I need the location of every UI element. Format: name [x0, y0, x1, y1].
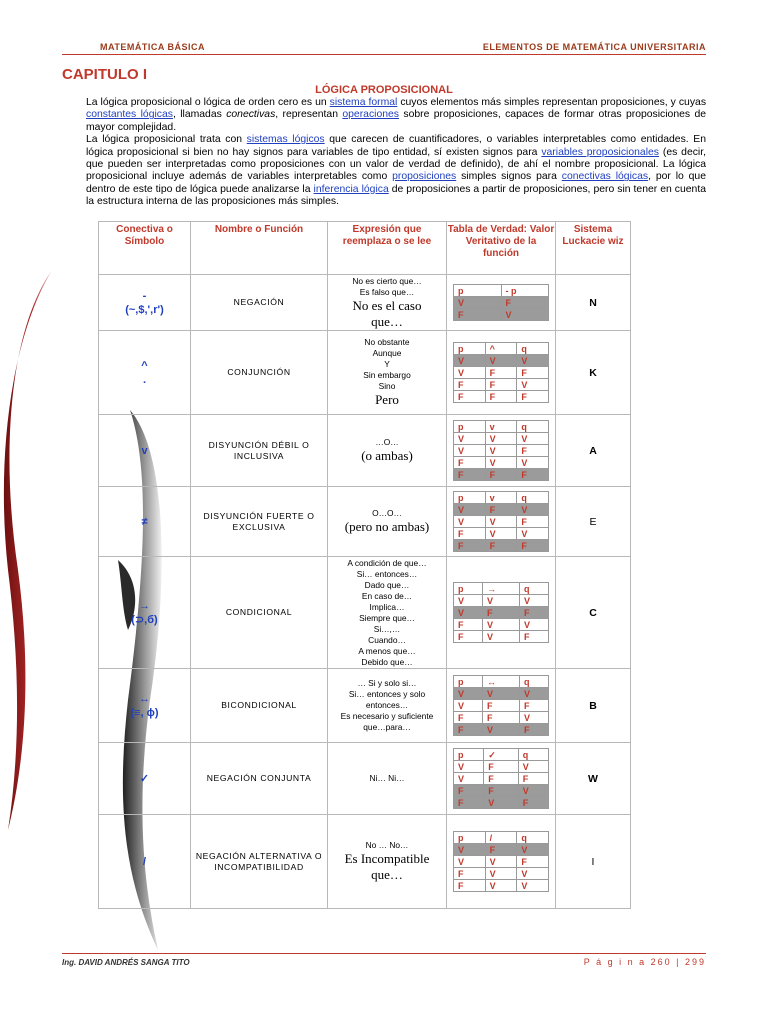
truth-table-row: [454, 469, 549, 481]
truth-table-cell: [447, 669, 556, 743]
truth-value: V: [519, 619, 548, 631]
table-row: [99, 669, 631, 743]
truth-value: q: [519, 583, 548, 595]
truth-value: F: [485, 540, 517, 552]
truth-value: V: [518, 785, 548, 797]
connective-expression: [328, 275, 447, 331]
symbol-text: (~,$,',r'): [125, 303, 164, 316]
truth-value: F: [517, 391, 549, 403]
truth-value: F: [517, 856, 549, 868]
truth-value: V: [454, 607, 483, 619]
connective-symbol: [99, 487, 191, 557]
truth-table-cell: [447, 557, 556, 669]
symbol-text: ✓: [139, 772, 150, 785]
lukasiewicz-letter: C: [556, 557, 631, 669]
truth-table-cell: [447, 487, 556, 557]
truth-value: F: [454, 797, 484, 809]
truth-value: V: [483, 595, 520, 607]
truth-value: q: [518, 749, 548, 761]
expression-line: A menos que…: [358, 645, 416, 656]
expression-line-large: Es Incompatible: [344, 851, 430, 866]
symbol-text: v: [141, 444, 148, 457]
truth-table: [453, 748, 549, 809]
connective-name: CONDICIONAL: [191, 557, 328, 669]
truth-value: V: [518, 761, 548, 773]
truth-table-row: [454, 700, 549, 712]
table-row: [99, 415, 631, 487]
truth-value: F: [485, 379, 517, 391]
truth-value: V: [519, 595, 548, 607]
expression-line: Si… entonces…: [356, 568, 418, 579]
truth-value: V: [454, 595, 483, 607]
connective-name: DISYUNCIÓN FUERTE O EXCLUSIVA: [191, 487, 328, 557]
truth-table: [453, 582, 549, 643]
truth-table-row: [454, 391, 549, 403]
truth-value: p: [454, 421, 486, 433]
header-truth-table: Tabla de Verdad: Valor Veritativo de la función: [447, 222, 556, 275]
expression-line-large: (pero no ambas): [344, 519, 430, 534]
link-operaciones[interactable]: operaciones: [342, 109, 399, 121]
link-inferencia-logica[interactable]: inferencia lógica: [313, 183, 389, 195]
footer-page-number: P á g i n a 260 | 299: [583, 957, 706, 967]
truth-value: V: [454, 433, 486, 445]
paragraph-2: La lógica proposicional trata con sistemas lógicos que carecen de cuantificadores, o variables interpretables como entidades. En lógica proposicional si bien no hay signos para variables de tipo entidad, sí existen signos para variables proposicionales (es decir, que pueden ser interpretadas como proposiciones con un valor de verdad de definido), de ahí el nombre proposicional. La lógica proposicional incluye además de variables interpretables como proposiciones simples signos para conectivas lógicas, por lo que dentro de este tipo de lógica puede analizarse la inferencia lógica de proposiciones a partir de proposiciones, pero sin tener en cuenta la estructura interna de las proposiciones más simples.: [86, 134, 707, 208]
header-right: ELEMENTOS DE MATEMÁTICA UNIVERSITARIA: [482, 42, 706, 52]
truth-value: p: [454, 583, 483, 595]
truth-value: q: [517, 421, 549, 433]
expression-line-large: Pero: [375, 392, 399, 407]
expression-line: Implica…: [369, 601, 405, 612]
header-expression: Expresión que reemplaza o se lee: [328, 222, 447, 275]
truth-value: p: [454, 285, 502, 297]
truth-table-row: [454, 355, 549, 367]
table-row: [99, 331, 631, 415]
expression-line: Aunque: [372, 348, 402, 358]
truth-table-row: [454, 309, 549, 321]
truth-value: F: [454, 528, 486, 540]
truth-table-row: [454, 595, 549, 607]
truth-table-cell: [447, 743, 556, 815]
connective-symbol: [99, 275, 191, 331]
lukasiewicz-letter: K: [556, 331, 631, 415]
truth-table-cell: [447, 415, 556, 487]
connective-name: NEGACIÓN CONJUNTA: [191, 743, 328, 815]
truth-table-row: [454, 583, 549, 595]
truth-value: ^: [485, 343, 517, 355]
expression-line: Sino: [378, 381, 396, 391]
truth-value: q: [517, 832, 549, 844]
truth-value: V: [454, 688, 483, 700]
truth-table-row: [454, 607, 549, 619]
truth-value: V: [517, 433, 549, 445]
truth-table-row: [454, 880, 549, 892]
truth-value: F: [485, 844, 517, 856]
truth-table-cell: [447, 815, 556, 909]
symbol-text: ↔: [139, 692, 150, 705]
truth-table-cell: [447, 275, 556, 331]
truth-value: F: [454, 712, 483, 724]
paragraph-1: La lógica proposicional o lógica de orden cero es un sistema formal cuyos elementos más simples representan proposiciones, y cuyas constantes lógicas, llamadas conectivas, representan operaciones sobre proposiciones, capaces de formar otras proposiciones de mayor complejidad.: [86, 97, 707, 133]
header-name: Nombre o Función: [191, 222, 328, 275]
truth-table-row: [454, 367, 549, 379]
truth-value: F: [484, 785, 518, 797]
truth-table-row: [454, 433, 549, 445]
expression-line: Dado que…: [364, 579, 410, 590]
truth-value: V: [484, 797, 518, 809]
lukasiewicz-letter: E: [556, 487, 631, 557]
truth-table-row: [454, 856, 549, 868]
truth-value: q: [519, 676, 548, 688]
truth-value: V: [483, 631, 520, 643]
table-row: [99, 743, 631, 815]
truth-value: ✓: [484, 749, 518, 761]
truth-value: F: [519, 607, 548, 619]
truth-table-row: [454, 528, 549, 540]
truth-table: [453, 420, 549, 481]
truth-value: V: [485, 868, 517, 880]
truth-value: F: [519, 700, 548, 712]
link-constantes-logicas[interactable]: constantes lógicas: [86, 109, 173, 121]
truth-value: v: [485, 492, 517, 504]
header-left: MATEMÁTICA BÁSICA: [100, 42, 205, 52]
truth-value: V: [501, 309, 549, 321]
truth-value: V: [517, 868, 549, 880]
symbol-text: -: [142, 289, 147, 302]
truth-value: F: [454, 619, 483, 631]
symbol-text: (≡, ϕ): [130, 706, 159, 719]
truth-value: q: [517, 492, 549, 504]
truth-value: F: [483, 700, 520, 712]
truth-value: F: [454, 379, 486, 391]
expression-line-large: que…: [371, 867, 403, 882]
truth-value: V: [519, 712, 548, 724]
truth-value: V: [454, 504, 486, 516]
truth-value: F: [454, 309, 502, 321]
truth-value: V: [485, 355, 517, 367]
truth-table-row: [454, 773, 549, 785]
truth-value: F: [501, 297, 549, 309]
truth-value: V: [454, 355, 486, 367]
expression-line: Es falso que…: [359, 286, 415, 297]
truth-value: p: [454, 676, 483, 688]
truth-value: V: [454, 700, 483, 712]
truth-value: V: [517, 844, 549, 856]
truth-value: F: [518, 773, 548, 785]
section-title: LÓGICA PROPOSICIONAL: [315, 84, 453, 96]
truth-table-row: [454, 761, 549, 773]
expression-line: …O…: [375, 437, 399, 447]
truth-value: V: [485, 516, 517, 528]
chapter-title: CAPITULO I: [62, 66, 147, 83]
truth-table-row: [454, 688, 549, 700]
truth-table-row: [454, 421, 549, 433]
symbol-text: .: [142, 373, 147, 386]
truth-table-row: [454, 540, 549, 552]
expression-line-large: No es el caso: [352, 297, 422, 313]
truth-value: p: [454, 343, 486, 355]
connective-symbol: [99, 815, 191, 909]
truth-value: F: [454, 724, 483, 736]
truth-value: F: [484, 773, 518, 785]
lukasiewicz-letter: W: [556, 743, 631, 815]
truth-value: F: [485, 504, 517, 516]
lukasiewicz-letter: A: [556, 415, 631, 487]
truth-table-row: [454, 676, 549, 688]
truth-value: F: [454, 391, 486, 403]
footer-author: Ing. DAVID ANDRÉS SANGA TITO: [62, 958, 190, 967]
truth-table: [453, 675, 549, 736]
link-variables-proposicionales[interactable]: variables proposicionales: [541, 146, 659, 158]
connectives-table: [98, 221, 631, 909]
truth-value: F: [517, 469, 549, 481]
header-lukasiewicz: Sistema Luckacie wiz: [556, 222, 631, 275]
connective-name: CONJUNCIÓN: [191, 331, 328, 415]
expression-line: Y: [384, 359, 390, 369]
truth-value: F: [454, 469, 486, 481]
connective-symbol: [99, 331, 191, 415]
table-row: [99, 275, 631, 331]
truth-value: - p: [501, 285, 549, 297]
table-row: [99, 487, 631, 557]
expression-line-large: que…: [371, 313, 403, 329]
truth-value: V: [485, 856, 517, 868]
symbol-text: →: [139, 599, 150, 612]
connective-expression: [328, 815, 447, 909]
expression-line: No … No…: [365, 840, 409, 850]
truth-value: F: [454, 631, 483, 643]
connective-name: NEGACIÓN ALTERNATIVA O INCOMPATIBILIDAD: [191, 815, 328, 909]
truth-value: F: [517, 516, 549, 528]
lukasiewicz-letter: I: [556, 815, 631, 909]
truth-table-row: [454, 868, 549, 880]
expression-line: En caso de…: [361, 590, 413, 601]
header-divider: [62, 54, 706, 55]
truth-table-row: [454, 832, 549, 844]
truth-value: V: [517, 528, 549, 540]
truth-value: F: [484, 761, 518, 773]
connective-name: BICONDICIONAL: [191, 669, 328, 743]
truth-value: V: [454, 844, 486, 856]
truth-value: F: [483, 712, 520, 724]
truth-table-row: [454, 504, 549, 516]
truth-table-row: [454, 297, 549, 309]
truth-value: F: [454, 457, 486, 469]
lukasiewicz-letter: N: [556, 275, 631, 331]
expression-line: Ni… Ni…: [369, 773, 405, 783]
truth-table-row: [454, 516, 549, 528]
expression-line: Si…,…: [373, 623, 401, 634]
header-connective: Conectiva o Símbolo: [99, 222, 191, 275]
expression-line: No obstante: [364, 337, 410, 347]
link-proposiciones[interactable]: proposiciones: [392, 171, 457, 183]
truth-value: V: [483, 688, 520, 700]
truth-table-row: [454, 631, 549, 643]
truth-value: V: [454, 445, 486, 457]
truth-table-row: [454, 844, 549, 856]
truth-table-row: [454, 457, 549, 469]
symbol-text: /: [142, 855, 147, 868]
expression-line: … Si y solo si…: [357, 678, 417, 688]
link-conectivas-logicas[interactable]: conectivas lógicas: [561, 171, 649, 183]
connective-expression: [328, 331, 447, 415]
truth-table-row: [454, 712, 549, 724]
truth-value: F: [454, 880, 486, 892]
truth-value: F: [454, 868, 486, 880]
connective-symbol: [99, 743, 191, 815]
expression-line: O…O…: [372, 508, 402, 518]
truth-value: ↔: [483, 676, 520, 688]
truth-value: →: [483, 583, 520, 595]
connective-expression: [328, 487, 447, 557]
expression-line: A condición de que…: [347, 557, 427, 568]
truth-value: F: [519, 724, 548, 736]
expression-line: que…para…: [363, 722, 411, 732]
expression-line: Cuando…: [368, 634, 406, 645]
truth-table-cell: [447, 331, 556, 415]
expression-line: Debido que…: [361, 656, 413, 667]
expression-line: Sin embargo: [363, 370, 411, 380]
connective-symbol: [99, 669, 191, 743]
footer-divider: [62, 953, 706, 954]
truth-table: [453, 342, 549, 403]
truth-table-row: [454, 797, 549, 809]
expression-line: Si… entonces y solo entonces…: [348, 689, 426, 710]
truth-value: V: [517, 355, 549, 367]
truth-value: V: [454, 761, 484, 773]
intro-text: [86, 97, 706, 209]
expression-line: No es cierto que…: [352, 275, 422, 286]
expression-line: Siempre que…: [359, 612, 415, 623]
truth-value: V: [519, 688, 548, 700]
lukasiewicz-letter: B: [556, 669, 631, 743]
truth-value: F: [519, 631, 548, 643]
truth-value: V: [483, 724, 520, 736]
truth-table-row: [454, 619, 549, 631]
truth-value: F: [518, 797, 548, 809]
table-row: [99, 815, 631, 909]
truth-table-row: [454, 285, 549, 297]
symbol-text: ^: [141, 359, 148, 372]
truth-value: F: [454, 540, 486, 552]
truth-value: F: [485, 391, 517, 403]
symbol-text: ≠: [141, 515, 148, 528]
truth-value: V: [485, 880, 517, 892]
truth-value: F: [485, 367, 517, 379]
truth-table: [453, 284, 549, 321]
truth-table-row: [454, 492, 549, 504]
connective-name: DISYUNCIÓN DÉBIL O INCLUSIVA: [191, 415, 328, 487]
truth-value: p: [454, 832, 486, 844]
link-sistema-formal[interactable]: sistema formal: [329, 97, 398, 108]
truth-value: V: [517, 880, 549, 892]
truth-value: V: [517, 504, 549, 516]
truth-value: V: [485, 528, 517, 540]
truth-value: p: [454, 749, 484, 761]
connective-expression: [328, 669, 447, 743]
truth-value: V: [454, 367, 486, 379]
truth-value: F: [483, 607, 520, 619]
truth-value: v: [485, 421, 517, 433]
truth-value: F: [517, 540, 549, 552]
truth-value: F: [485, 469, 517, 481]
symbol-text: (⊃,б): [131, 613, 158, 626]
truth-value: V: [454, 297, 502, 309]
truth-table: [453, 491, 549, 552]
table-row: [99, 557, 631, 669]
truth-value: V: [454, 516, 486, 528]
truth-value: V: [485, 445, 517, 457]
truth-value: V: [454, 773, 484, 785]
link-sistemas-logicos[interactable]: sistemas lógicos: [246, 134, 325, 146]
truth-value: V: [454, 856, 486, 868]
truth-table-row: [454, 749, 549, 761]
truth-value: V: [483, 619, 520, 631]
truth-value: V: [517, 457, 549, 469]
connective-expression: [328, 415, 447, 487]
truth-value: V: [485, 457, 517, 469]
truth-value: V: [517, 379, 549, 391]
truth-value: q: [517, 343, 549, 355]
truth-value: F: [454, 785, 484, 797]
truth-table: [453, 831, 549, 892]
connective-symbol: [99, 415, 191, 487]
truth-table-row: [454, 343, 549, 355]
truth-table-row: [454, 724, 549, 736]
connective-expression: [328, 557, 447, 669]
expression-line-large: (o ambas): [361, 448, 413, 463]
truth-table-row: [454, 379, 549, 391]
truth-value: F: [517, 367, 549, 379]
truth-table-row: [454, 785, 549, 797]
connective-symbol: [99, 557, 191, 669]
connective-expression: [328, 743, 447, 815]
connective-name: NEGACIÓN: [191, 275, 328, 331]
truth-value: V: [485, 433, 517, 445]
expression-line: Es necesario y suficiente: [340, 711, 434, 721]
truth-value: /: [485, 832, 517, 844]
truth-table-row: [454, 445, 549, 457]
truth-value: F: [517, 445, 549, 457]
truth-value: p: [454, 492, 486, 504]
